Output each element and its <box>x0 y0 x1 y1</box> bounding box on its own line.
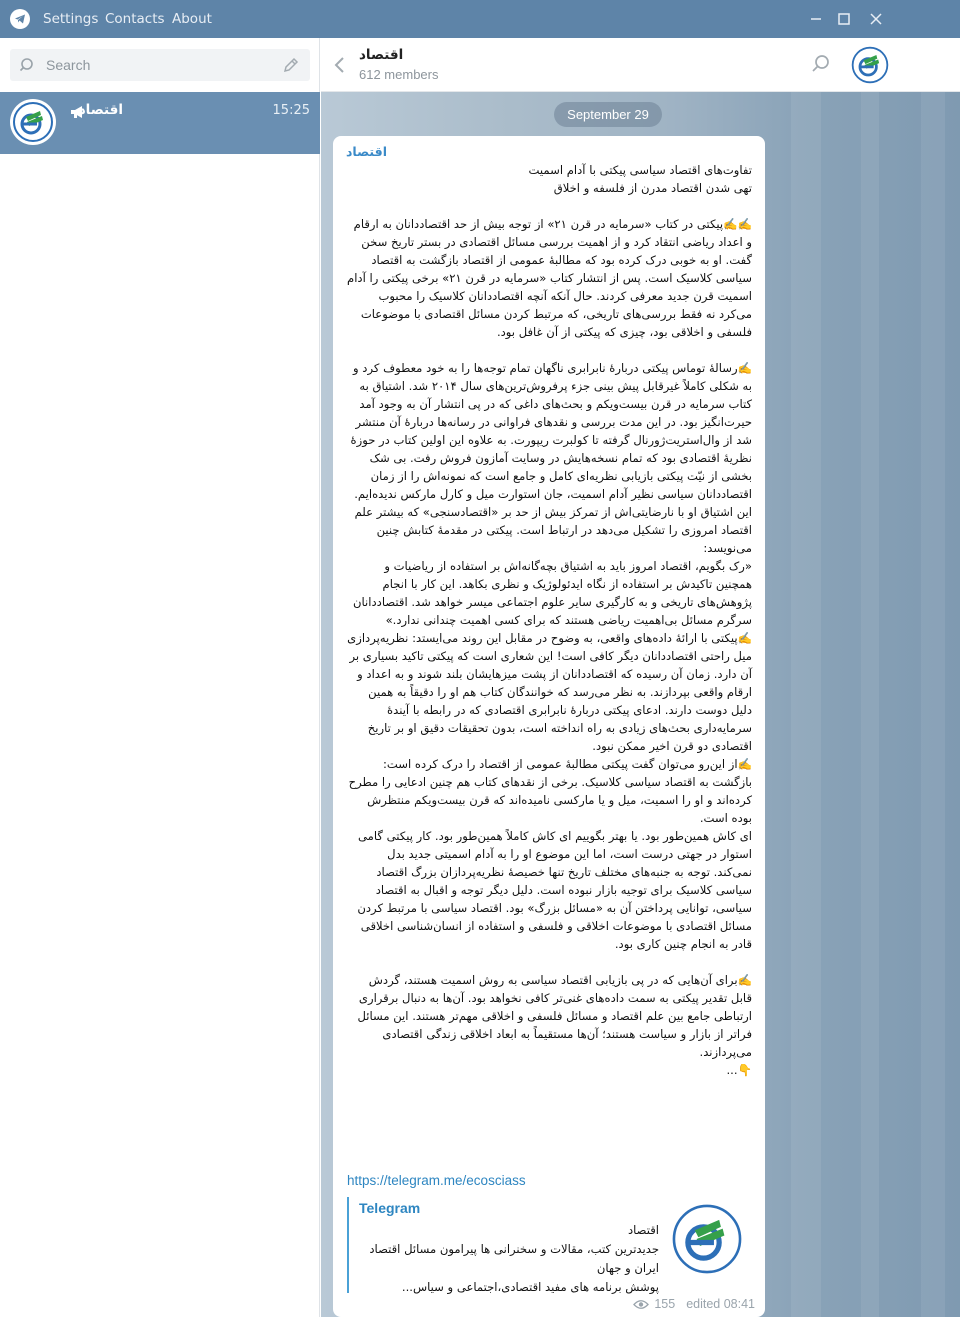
chat-time: 15:25 <box>272 103 310 118</box>
message-link[interactable]: https://telegram.me/ecosciass <box>347 1173 526 1188</box>
message-bubble[interactable] <box>333 136 765 1317</box>
edited-time: edited 08:41 <box>686 1297 755 1311</box>
preview-site-name: Telegram <box>359 1200 421 1216</box>
maximize-button[interactable] <box>829 0 859 38</box>
menu-about[interactable]: About <box>172 11 212 27</box>
background-streak <box>791 92 821 1317</box>
preview-title: اقتصاد <box>627 1223 659 1237</box>
menu-settings[interactable]: Settings <box>43 11 99 27</box>
link-preview[interactable] <box>347 1197 753 1293</box>
chat-name: اقتصاد <box>78 102 123 118</box>
title-bar <box>0 0 960 38</box>
minimize-button[interactable] <box>801 0 831 38</box>
telegram-plane-icon <box>10 9 30 29</box>
date-separator: September 29 <box>554 102 662 127</box>
search-icon[interactable] <box>811 54 831 74</box>
scrollbar[interactable] <box>954 92 960 1317</box>
search-input[interactable] <box>46 49 276 81</box>
chat-history[interactable] <box>321 92 960 1317</box>
chat-list-panel <box>0 38 320 1317</box>
background-streak <box>861 92 879 1317</box>
chat-header <box>321 38 960 92</box>
background-streak <box>921 92 945 1317</box>
search-icon <box>19 56 37 74</box>
message-sender[interactable]: اقتصاد <box>346 144 387 159</box>
eye-icon <box>633 1299 649 1310</box>
chevron-left-icon[interactable] <box>331 53 349 77</box>
menu-contacts[interactable]: Contacts <box>105 11 165 27</box>
channel-avatar[interactable] <box>849 44 891 86</box>
chat-list-item[interactable] <box>0 92 320 154</box>
preview-body <box>359 1221 659 1297</box>
search-box[interactable] <box>10 49 310 81</box>
preview-thumbnail <box>667 1199 747 1279</box>
message-text: تفاوت‌های اقتصاد سیاسی پیکتی با آدام اسمیت تهی شدن اقتصاد مدرن از فلسفه و اخلاق ✍️✍️پیکتی در کتاب «سرمایه در قرن ۲۱» از توجه بیش از حد اقتصاددانان به ارقام و اعداد ریاضی انتقاد کرد و از اهمیت بررسی مسائل اقتصادی در بستر تاریخ سخن گفت. او به خوبی درک کرده بود که مطالبهٔ عمومی از اقتصاد بازگشت به اقتصاد سیاسی کلاسیک است. پس از انتشار کتاب «سرمایه در قرن ۲۱» برخی پیکتی را آدام اسمیت قرن جدید معرفی کردند. حال آنکه آنچه اقتصاددانان کلاسیک را محبوب می‌کرد نه فقط بررسی‌های تاریخی، که مرتبط کردن مسائل اقتصادی با موضوعات فلسفی و اخلاقی بود، چیزی که پیکتی از آن غافل بود. ✍️رسالهٔ توماس پیکتی دربارهٔ نابرابری ناگهان تمام توجه‌ها را به خود معطوف کرد و به شکلی کاملاً غیرقابل پیش بینی جزء پرفروش‌ترین‌های سال ۲۰۱۴ شد. اشتیاق به کتاب سرمایه در قرن بیست‌ویکم و بحث‌های داغی که در پی انتشار آن به وجود آمد حیرت‌انگیز بود. در این مدت بررسی و نقدهای فراوانی در رسانه‌ها دربارهٔ آن منتشر شد از وال‌استریت‌ژورنال گرفته تا کولبرت ریپورت. به علاوه این اولین کتاب در حوزهٔ نظریهٔ اقتصادی بود که تمام نسخه‌هایش در وسایت آمازون فروش رفت. بی شک بخشی از نیّت پیکتی بازیابی نظریه‌ای کامل و جامع است که نمونه‌اش را از زمان اقتصاددانان سیاسی نظیر آدام اسمیت، جان استوارت میل و کارل مارکس ندیده‌ایم. این اشتیاق او با نارضایتی‌اش از تمرکز بیش از حد بر «اقتصادسنجی» که بیشتر علم اقتصاد امروزی را تشکیل می‌دهد در ارتباط است. پیکتی در مقدمهٔ کتابش چنین می‌نویسد: «رک بگویم، اقتصاد امروز باید به اشتیاق بچه‌گانه‌اش بر استفاده از ریاضیات و همچنین تاکیدش بر استفاده از نگاه ایدئولوژیک و نظری بکاهد. این کار با انجام پژوهش‌های تاریخی و به کارگیری سایر علوم اجتماعی میسر خواهد شد. اقتصاددانان سرگرم مسائل بی‌اهمیت ریاضی هستند که برای کسی اهمیت چندانی ندارد.» ✍️پیکتی با ارائهٔ داده‌های واقعی، به وضوح در مقابل این روند می‌ایستد: نظریه‌پردازی میل راحتی اقتصاددانان دیگر کافی است! این شعاری است که پیکتی تاکید بسیاری بر آن دارد. زمان آن رسیده که اقتصاددانان از پشت میزهایشان بلند شوند و به اعداد و ارقام واقعی بپردازند. به نظر می‌رسد که خوانندگان کتاب هم او را دقیقاً به همین دلیل دوست دارند. ادعای پیکتی دربارهٔ نابرابری اقتصادی که در رابطه با آیندهٔ سرمایه‌داری بحث‌های زیادی به راه انداخته است، بدون تحقیقات دقیق او بر تاریخ اقتصادی دو قرن اخیر ممکن نبود. ✍️از این‌رو می‌توان گفت پیکتی مطالبهٔ عمومی از اقتصاد را درک کرده است: بازگشت به اقتصاد سیاسی کلاسیک. برخی از نقدهای کتاب هم چنین ادعایی را مطرح کرده‌اند و او را اسمیت، میل و یا مارکسی نامیده‌اند که قرن بیست‌ویکم منتظرش بوده است. ای کاش همین‌طور بود. یا بهتر بگوییم ای کاش کاملاً همین‌طور بود. کار پیکتی گامی استوار در جهتی درست است، اما این موضوع او را به آدام اسمیتی جدید بدل نمی‌کند. توجه به جنبه‌های مختلف تاریخ تنها خصیصهٔ نظریه‌پردازان بزرگ اقتصاد سیاسی کلاسیک برای توجیه بازار نبوده است. دلیل دیگر توجه و اقبال به اقتصاد سیاسی، توانایی پرداختن آن به «مسائل بزرگ» بود. اقتصاد سیاسی با مرتبط کردن مسائل اقتصادی با موضوعات اخلاقی و فلسفی و استفاده از انسان‌شناسی اخلاقی قادر به انجام چنین کاری بود. ✍️برای آن‌هایی که در پی بازیابی اقتصاد سیاسی به روش اسمیت هستند، گردش قابل تقدیر پیکتی به سمت داده‌های غنی‌تر کافی نخواهد بود. آن‌ها به دنبال برقراری ارتباطی جامع بین علم اقتصاد و مسائل فلسفی و اخلاقی مهم‌تر هستند. این مسائل فراتر از بازار و سیاست هستند؛ آن‌ها مستقیماً به ابعاد اخلاقی زندگی اقتصادی می‌پردازند. 👇... <box>347 163 752 1077</box>
message-meta <box>633 1297 755 1311</box>
close-button[interactable] <box>861 0 891 38</box>
view-count: 155 <box>654 1297 676 1311</box>
pencil-icon[interactable] <box>282 56 300 74</box>
preview-description: جدیدترین کتب، مقالات و سخنرانی ها پیرامون مسائل اقتصاد ایران و جهان پوشش برنامه های مفید اقتصادی،اجتماعی و سیاس... <box>369 1242 659 1294</box>
chat-title[interactable]: اقتصاد <box>359 47 404 63</box>
member-count: 612 members <box>359 67 439 82</box>
channel-avatar <box>10 99 56 145</box>
